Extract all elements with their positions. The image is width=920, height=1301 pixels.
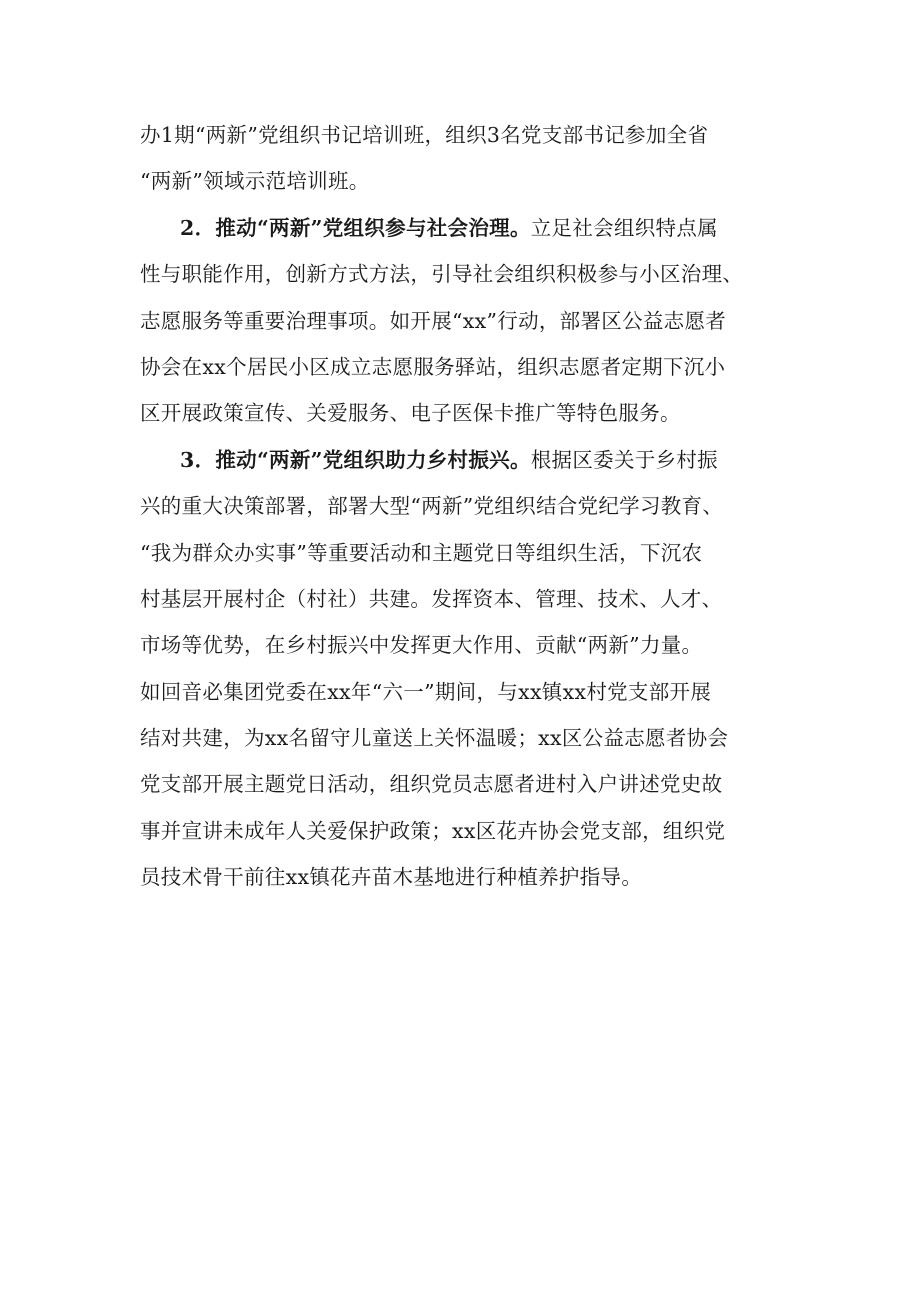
text-span: 根据区委关于乡村振 bbox=[530, 447, 718, 472]
document-body bbox=[140, 112, 785, 901]
text-line: 办1期“两新”党组织书记培训班，组织3名党支部书记参加全省 bbox=[140, 123, 709, 147]
section-heading: 2．推动“两新”党组织参与社会治理。 bbox=[180, 215, 531, 240]
text-line: 党支部开展主题党日活动，组织党员志愿者进村入户讲述党史故 bbox=[140, 772, 723, 797]
paragraph-1 bbox=[140, 112, 785, 205]
text-line: 结对共建，为xx名留守儿童送上关怀温暖；xx区公益志愿者协会 bbox=[140, 726, 729, 751]
text-line: 如回音必集团党委在xx年“六一”期间，与xx镇xx村党支部开展 bbox=[140, 679, 712, 704]
text-line: 兴的重大决策部署，部署大型“两新”党组织结合党纪学习教育、 bbox=[140, 494, 724, 519]
text-line: 区开展政策宣传、关爱服务、电子医保卡推广等特色服务。 bbox=[140, 401, 681, 426]
text-line: “我为群众办实事”等重要活动和主题党日等组织生活，下沉农 bbox=[140, 540, 703, 565]
section-heading: 3．推动“两新”党组织助力乡村振兴。 bbox=[180, 447, 531, 472]
paragraph-3 bbox=[140, 437, 785, 901]
text-line: 员技术骨干前往xx镇花卉苗木基地进行种植养护指导。 bbox=[140, 865, 643, 890]
text-line: 性与职能作用，创新方式方法，引导社会组织积极参与小区治理、 bbox=[140, 262, 744, 287]
text-line: 村基层开展村企（村社）共建。发挥资本、管理、技术、人才、 bbox=[140, 586, 723, 611]
text-line bbox=[140, 437, 785, 483]
text-line: 协会在xx个居民小区成立志愿服务驿站，组织志愿者定期下沉小 bbox=[140, 354, 726, 379]
paragraph-2 bbox=[140, 205, 785, 437]
text-span: 立足社会组织特点属 bbox=[530, 215, 718, 240]
text-line: “两新”领域示范培训班。 bbox=[140, 169, 370, 194]
text-line: 事并宣讲未成年人关爱保护政策；xx区花卉协会党支部，组织党 bbox=[140, 818, 726, 843]
text-line: 市场等优势，在乡村振兴中发挥更大作用、贡献“两新”力量。 bbox=[140, 633, 703, 658]
text-line bbox=[140, 205, 785, 251]
text-line: 志愿服务等重要治理事项。如开展“xx”行动，部署区公益志愿者 bbox=[140, 308, 727, 333]
